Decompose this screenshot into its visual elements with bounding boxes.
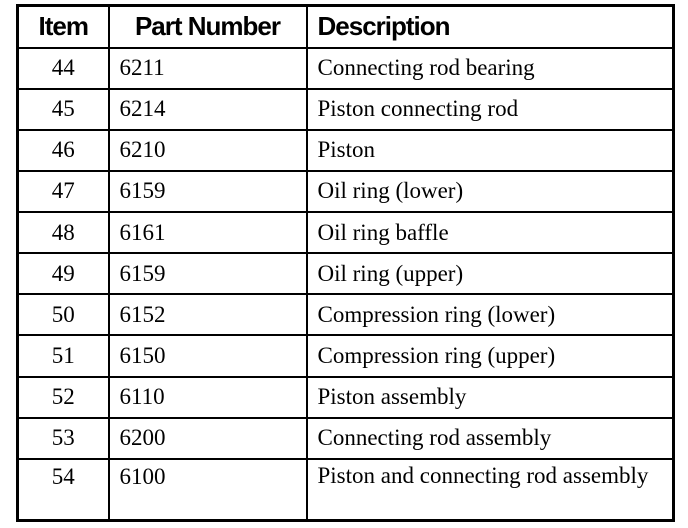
part-number-cell: 6159 xyxy=(109,253,307,294)
table-row xyxy=(18,459,674,521)
item-cell: 53 xyxy=(18,418,109,459)
item-cell: 51 xyxy=(18,335,109,376)
table-row xyxy=(18,130,674,171)
description-cell: Piston xyxy=(307,130,674,171)
part-number-cell: 6100 xyxy=(109,459,307,521)
part-number-cell: 6150 xyxy=(109,335,307,376)
column-header-part-number: Part Number xyxy=(109,6,307,48)
part-number-cell: 6159 xyxy=(109,171,307,212)
part-number-cell: 6110 xyxy=(109,377,307,418)
description-cell: Compression ring (upper) xyxy=(307,335,674,376)
column-header-item: Item xyxy=(18,6,109,48)
description-cell: Piston connecting rod xyxy=(307,89,674,130)
item-cell: 50 xyxy=(18,294,109,335)
column-header-description: Description xyxy=(307,6,674,48)
table-body xyxy=(18,48,674,521)
table-row xyxy=(18,212,674,253)
part-number-cell: 6200 xyxy=(109,418,307,459)
item-cell: 49 xyxy=(18,253,109,294)
part-number-cell: 6211 xyxy=(109,48,307,89)
table-row xyxy=(18,89,674,130)
description-cell: Oil ring (lower) xyxy=(307,171,674,212)
table-row xyxy=(18,171,674,212)
table-row xyxy=(18,377,674,418)
part-number-cell: 6152 xyxy=(109,294,307,335)
item-cell: 46 xyxy=(18,130,109,171)
table-row xyxy=(18,253,674,294)
item-cell: 54 xyxy=(18,459,109,521)
description-cell: Connecting rod bearing xyxy=(307,48,674,89)
description-cell: Oil ring (upper) xyxy=(307,253,674,294)
description-cell: Piston assembly xyxy=(307,377,674,418)
description-cell: Piston and connecting rod assembly xyxy=(307,459,674,521)
part-number-cell: 6214 xyxy=(109,89,307,130)
table-header xyxy=(18,6,674,48)
description-cell: Connecting rod assembly xyxy=(307,418,674,459)
header-row xyxy=(18,6,674,48)
item-cell: 47 xyxy=(18,171,109,212)
part-number-cell: 6161 xyxy=(109,212,307,253)
table-row xyxy=(18,418,674,459)
part-number-cell: 6210 xyxy=(109,130,307,171)
table-row xyxy=(18,48,674,89)
item-cell: 52 xyxy=(18,377,109,418)
parts-table xyxy=(16,4,675,522)
item-cell: 48 xyxy=(18,212,109,253)
item-cell: 44 xyxy=(18,48,109,89)
table-row xyxy=(18,335,674,376)
description-cell: Compression ring (lower) xyxy=(307,294,674,335)
table-row xyxy=(18,294,674,335)
description-cell: Oil ring baffle xyxy=(307,212,674,253)
item-cell: 45 xyxy=(18,89,109,130)
